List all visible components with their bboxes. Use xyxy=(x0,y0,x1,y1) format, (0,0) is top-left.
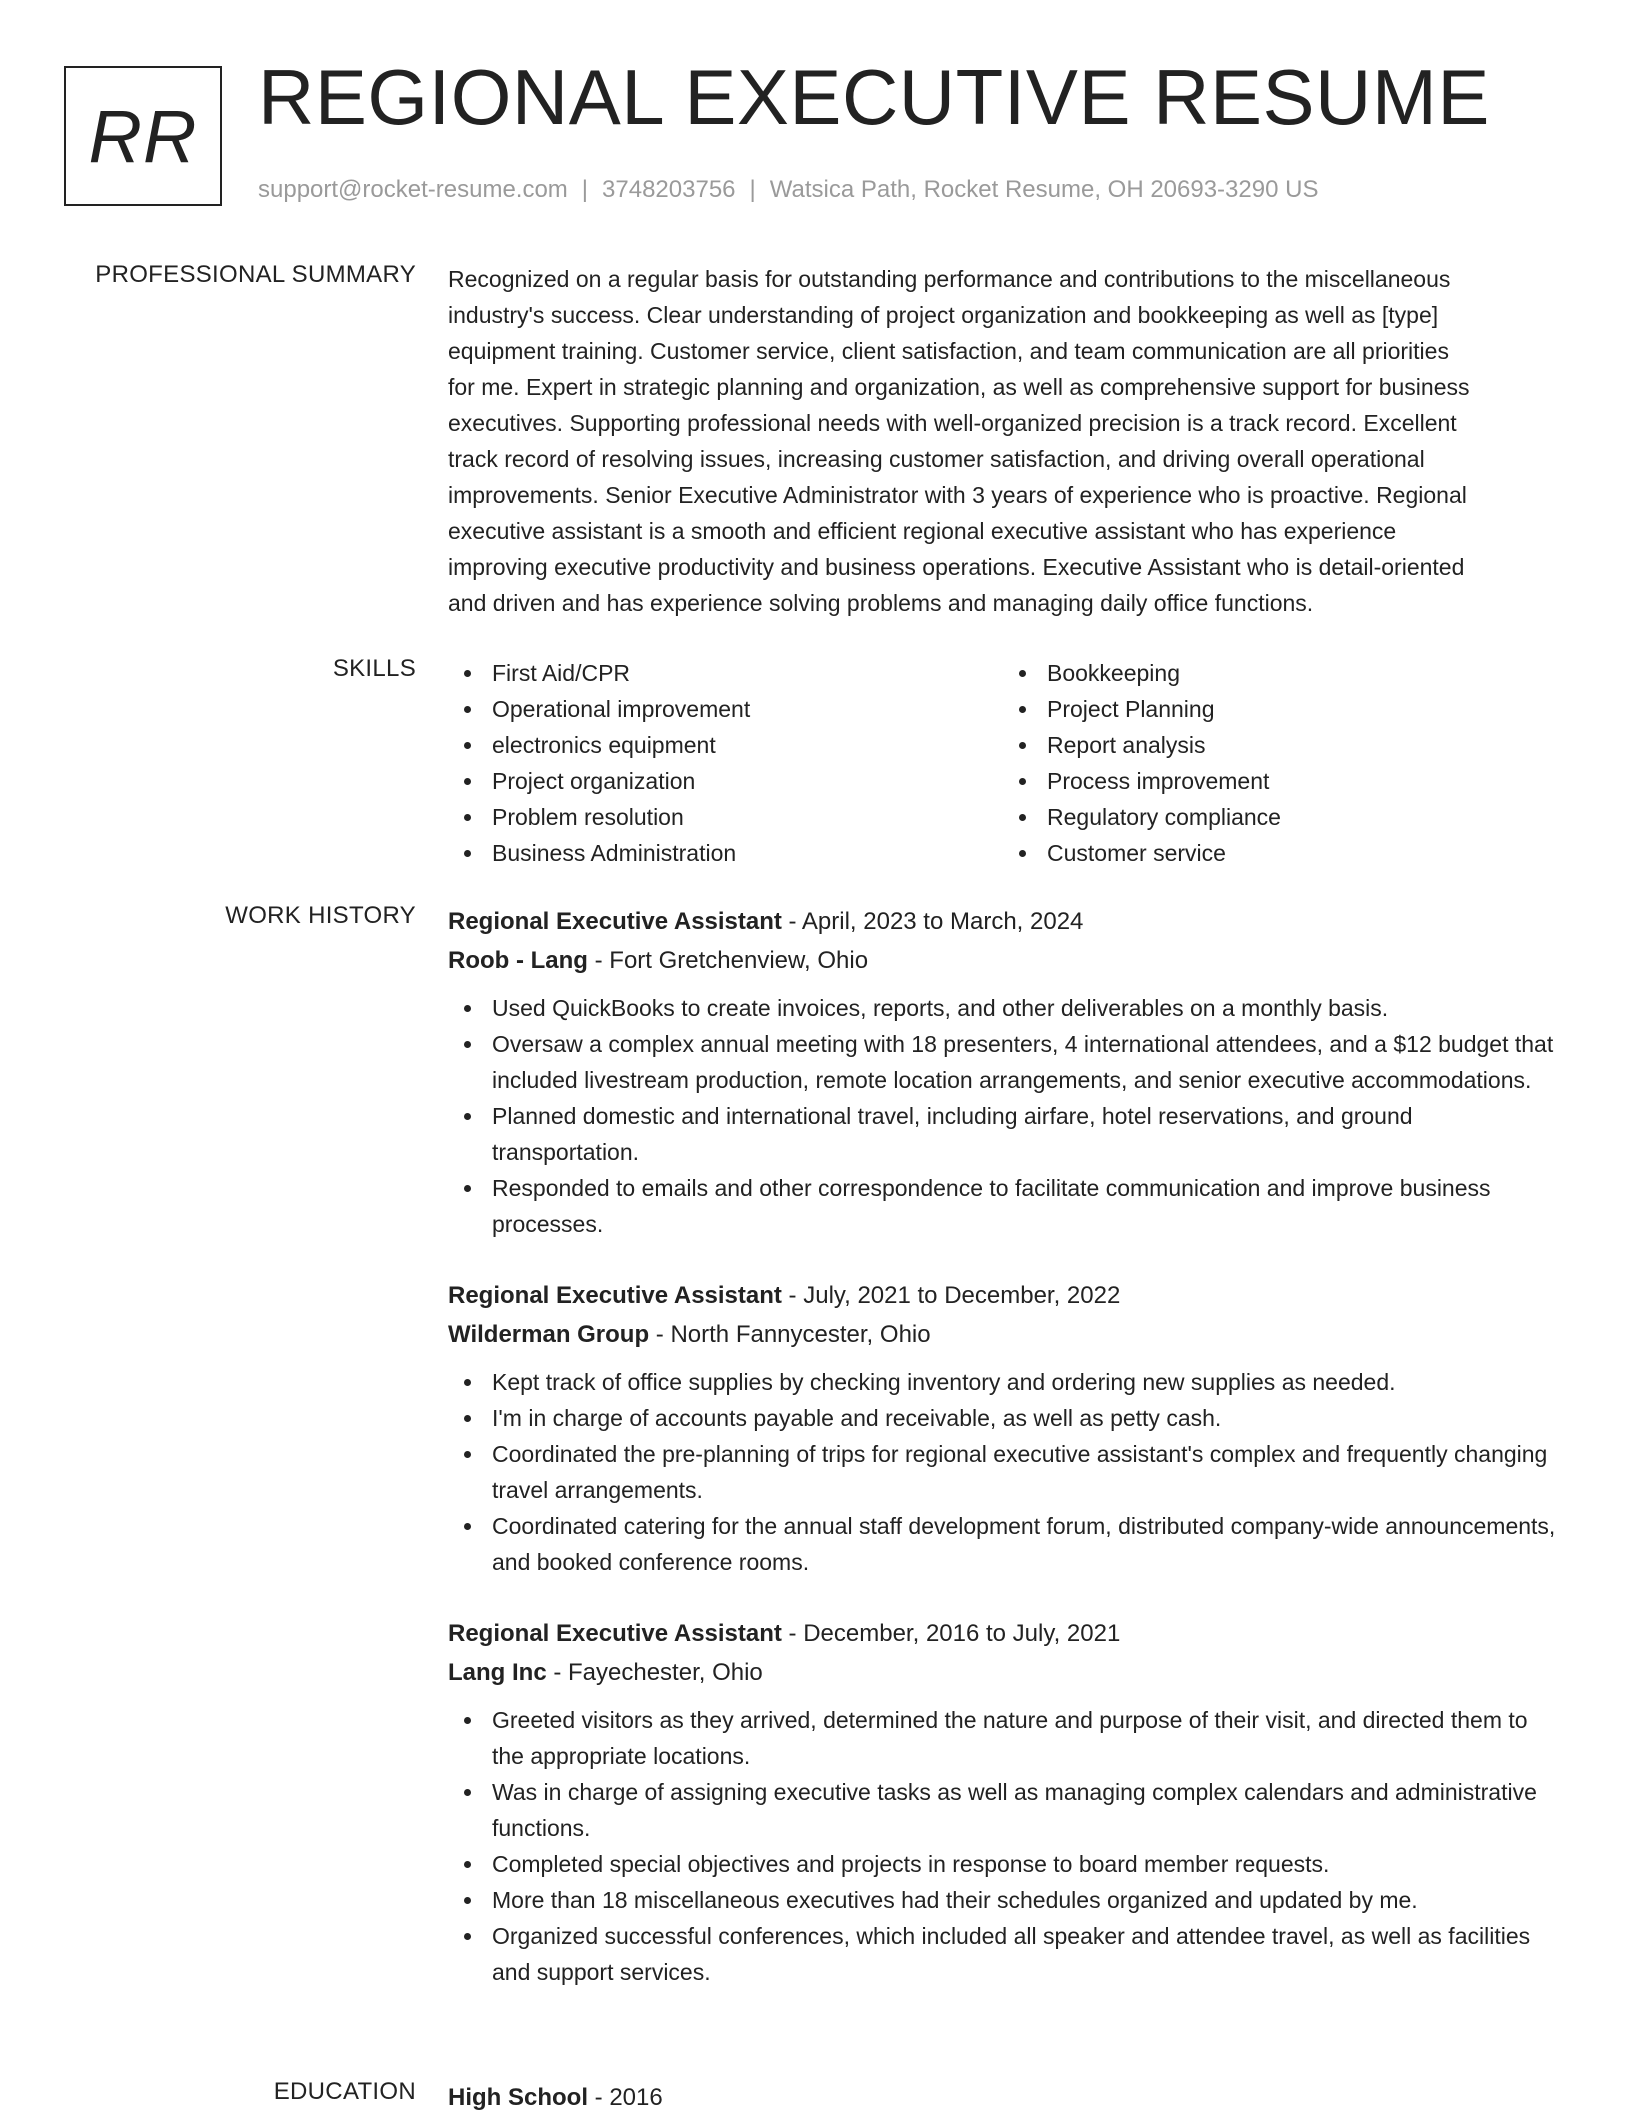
job-bullet: Used QuickBooks to create invoices, reports, and other deliverables on a monthly basis. xyxy=(492,990,1558,1026)
skill-item: Regulatory compliance xyxy=(1047,799,1558,835)
job-bullet: Organized successful conferences, which included all speaker and attendee travel, as well as facilities and support services. xyxy=(492,1918,1558,1990)
summary-line: Recognized on a regular basis for outstanding performance and contributions to the miscellaneous xyxy=(448,266,1451,292)
work-history-list xyxy=(448,902,1558,2024)
job-title-line xyxy=(448,1276,1558,1315)
skills-column-left xyxy=(448,655,1003,871)
summary-line: improvements. Senior Executive Administrator with 3 years of experience who is proactive. Regional xyxy=(448,482,1467,508)
job-bullet: I'm in charge of accounts payable and receivable, as well as petty cash. xyxy=(492,1400,1558,1436)
job-dates: - July, 2021 to December, 2022 xyxy=(781,1282,1121,1309)
skill-item: Project organization xyxy=(492,763,1003,799)
skill-item: First Aid/CPR xyxy=(492,655,1003,691)
education-degree: High School xyxy=(448,2084,588,2111)
skill-item: Bookkeeping xyxy=(1047,655,1558,691)
summary-text xyxy=(448,261,1558,621)
job-company: Lang Inc xyxy=(448,1659,547,1686)
job-company: Wilderman Group xyxy=(448,1321,650,1348)
education-line xyxy=(448,2078,1558,2117)
job-bullet: Greeted visitors as they arrived, determined the nature and purpose of their visit, and directed them to the appropriate locations. xyxy=(492,1702,1558,1774)
summary-line: track record of resolving issues, increasing customer satisfaction, and driving overall operational xyxy=(448,446,1425,472)
job-location: - Fayechester, Ohio xyxy=(546,1659,763,1686)
job-company: Roob - Lang xyxy=(448,947,588,974)
summary-line: improving executive productivity and business operations. Executive Assistant who is detail-oriented xyxy=(448,554,1465,580)
contact-phone[interactable]: 3748203756 xyxy=(602,176,736,203)
summary-line: executive assistant is a smooth and efficient regional executive assistant who has experience xyxy=(448,518,1397,544)
education-entry xyxy=(448,2078,1558,2117)
job-entry xyxy=(448,1614,1558,1990)
job-company-line xyxy=(448,941,1558,980)
summary-line: equipment training. Customer service, client satisfaction, and team communication are all priorities xyxy=(448,338,1449,364)
job-bullet: More than 18 miscellaneous executives had their schedules organized and updated by me. xyxy=(492,1882,1558,1918)
resume-title: REGIONAL EXECUTIVE RESUME xyxy=(258,53,1490,141)
job-dates: - December, 2016 to July, 2021 xyxy=(781,1620,1121,1647)
skill-item: Customer service xyxy=(1047,835,1558,871)
skill-item: Project Planning xyxy=(1047,691,1558,727)
work-history-label: WORK HISTORY xyxy=(225,902,416,929)
job-title: Regional Executive Assistant xyxy=(448,1282,782,1309)
skill-item: Business Administration xyxy=(492,835,1003,871)
job-bullet: Coordinated the pre-planning of trips for regional executive assistant's complex and frequently changing travel arrangements. xyxy=(492,1436,1558,1508)
skills-label: SKILLS xyxy=(332,655,416,682)
job-location: - Fort Gretchenview, Ohio xyxy=(587,947,869,974)
contact-separator: | xyxy=(581,176,589,203)
job-title: Regional Executive Assistant xyxy=(448,908,782,935)
job-bullet: Responded to emails and other correspondence to facilitate communication and improve business processes. xyxy=(492,1170,1558,1242)
education-year: - 2016 xyxy=(588,2084,663,2111)
education-label: EDUCATION xyxy=(273,2078,416,2105)
job-bullet: Completed special objectives and projects in response to board member requests. xyxy=(492,1846,1558,1882)
summary-label: PROFESSIONAL SUMMARY xyxy=(95,261,416,288)
job-location: - North Fannycester, Ohio xyxy=(649,1321,931,1348)
skill-item: Problem resolution xyxy=(492,799,1003,835)
summary-line: industry's success. Clear understanding of project organization and bookkeeping as well as [type] xyxy=(448,302,1439,328)
job-bullet: Coordinated catering for the annual staff development forum, distributed company-wide announcements, and booked conference rooms. xyxy=(492,1508,1558,1580)
job-bullets xyxy=(448,1702,1558,1990)
job-company-line xyxy=(448,1315,1558,1354)
skill-item: Operational improvement xyxy=(492,691,1003,727)
skill-item: electronics equipment xyxy=(492,727,1003,763)
contact-email[interactable]: support@rocket-resume.com xyxy=(258,176,568,203)
monogram: RR xyxy=(64,66,222,206)
job-title-line xyxy=(448,902,1558,941)
job-bullet: Kept track of office supplies by checking inventory and ordering new supplies as needed. xyxy=(492,1364,1558,1400)
job-entry xyxy=(448,1276,1558,1580)
skill-item: Process improvement xyxy=(1047,763,1558,799)
skills-column-right xyxy=(1003,655,1558,871)
skills-list xyxy=(448,655,1558,871)
job-bullet: Was in charge of assigning executive tasks as well as managing complex calendars and administrative functions. xyxy=(492,1774,1558,1846)
contact-separator: | xyxy=(749,176,756,203)
job-bullet: Oversaw a complex annual meeting with 18 presenters, 4 international attendees, and a $12 budget that included livestream production, remote location arrangements, and senior executive accommodations. xyxy=(492,1026,1558,1098)
summary-line: executives. Supporting professional needs with well-organized precision is a track record. Excellent xyxy=(448,410,1457,436)
summary-line: and driven and has experience solving problems and managing daily office functions. xyxy=(448,590,1314,616)
summary-line: for me. Expert in strategic planning and organization, as well as comprehensive support for business xyxy=(448,374,1470,400)
job-bullet: Planned domestic and international travel, including airfare, hotel reservations, and ground transportation. xyxy=(492,1098,1558,1170)
contact-address: Watsica Path, Rocket Resume, OH 20693-3290 US xyxy=(769,176,1319,203)
contact-line xyxy=(258,176,1318,204)
job-dates: - April, 2023 to March, 2024 xyxy=(781,908,1084,935)
job-title-line xyxy=(448,1614,1558,1653)
job-bullets xyxy=(448,1364,1558,1580)
job-company-line xyxy=(448,1653,1558,1692)
job-title: Regional Executive Assistant xyxy=(448,1620,782,1647)
job-bullets xyxy=(448,990,1558,1242)
job-entry xyxy=(448,902,1558,1242)
skill-item: Report analysis xyxy=(1047,727,1558,763)
